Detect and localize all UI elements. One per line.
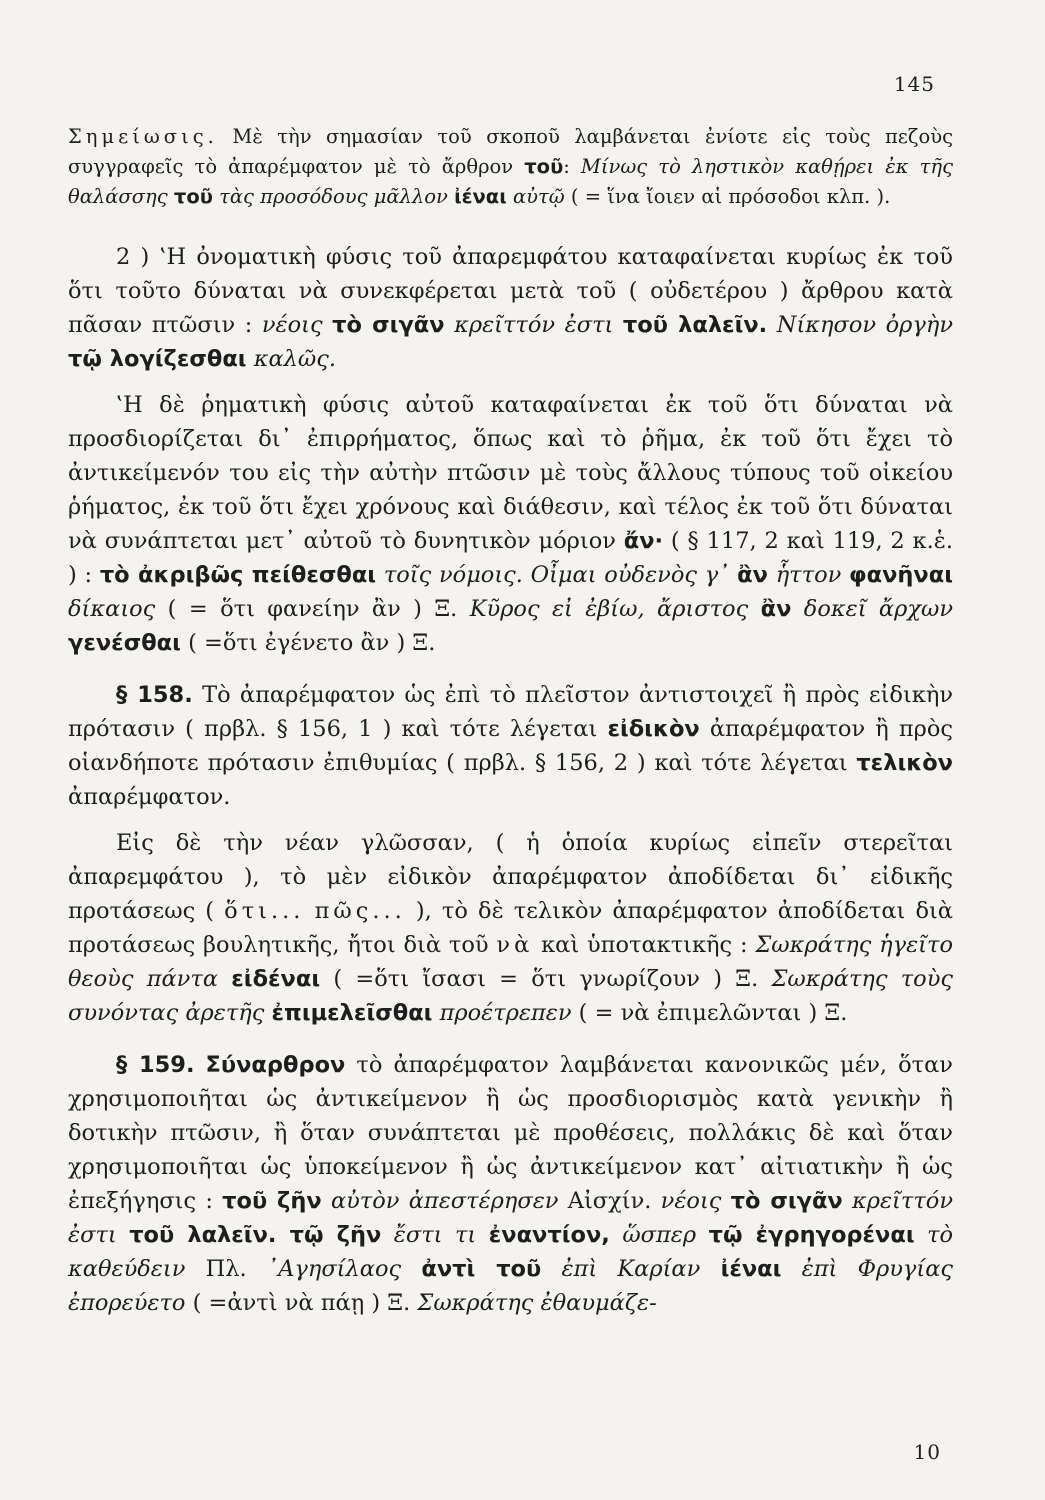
s159-text-3: [322, 1188, 331, 1214]
p3-text-2: ( § 117, 2 καὶ 119, 2 κ.ἑ. ) :: [68, 528, 953, 588]
s159-italic-6: τὸ καθεύδειν: [68, 1222, 954, 1282]
signature-number: 10: [913, 1440, 941, 1464]
p4-spaced-3: νὰ: [496, 932, 534, 958]
s159-italic-1: αὐτὸν ἀπεστέρησεν: [330, 1188, 559, 1214]
s159-text-1: [195, 1052, 206, 1078]
p3-bold-6: γενέσθαι: [68, 630, 181, 656]
paragraph-nominal-nature: [68, 240, 953, 376]
note-bold-1: τοῦ: [524, 155, 564, 178]
s159-italic-10: Σωκράτης ἐθαυμάζε-: [417, 1290, 657, 1316]
section-number-159: § 159.: [116, 1052, 195, 1078]
s159-italic-7: ᾽Αγησίλαος: [266, 1256, 402, 1282]
s159-text-2: τὸ ἀπαρέμφατον λαμβάνεται κανονικῶς μέν, ὅταν χρησιμοποιῆται ὡς ἀντικείμενον ἢ ὡς προσδιορισμὸς κατὰ γενικὴν ἢ δοτικὴν πτῶσιν, ἢ ὅταν συνάπτεται μὲ προθέσεις, πολλάκις δὲ καὶ ὅταν χρησιμοποιῆται ὡς ὑποκείμενον ἢ ὡς ἀντικείμενον κατ᾽ αἰτιατικὴν ἢ ὡς ἐπεξήγησις :: [68, 1052, 953, 1214]
s159-italic-4: ἔστι τι: [393, 1222, 477, 1248]
p2-text-5: [767, 312, 777, 338]
section-158: [68, 678, 953, 814]
s159-bold-1: Σύναρθρον: [205, 1052, 346, 1078]
s159-text-12: [915, 1222, 927, 1248]
s159-text-18: ( =ἀντὶ νὰ πάῃ ) Ξ.: [185, 1290, 418, 1316]
page-number: 145: [893, 72, 935, 96]
note-bold-3: ἰέναι: [454, 185, 507, 208]
s159-text-14: [401, 1256, 421, 1282]
s158-text-1: Τὸ ἀπαρέμφατον ὡς ἐπὶ τὸ πλεῖστον ἀντιστοιχεῖ ἢ πρὸς εἰδικὴν πρότασιν ( πρβλ. § 156, 1 ) καὶ τότε λέγεται: [68, 682, 953, 742]
p4-italic-3: προέτρεπεν: [439, 1000, 572, 1026]
s158-bold-1: εἰδικὸν: [607, 716, 700, 742]
s159-text-7: [117, 1222, 129, 1248]
note-italic-1: Μίνως τὸ ληστικὸν καθῄρει ἐκ τῆς θαλάσσης: [68, 155, 953, 208]
s159-bold-2: τοῦ ζῆν: [222, 1188, 322, 1214]
s159-italic-2: νέοις: [660, 1188, 722, 1214]
p4-bold-1: εἰδέναι: [231, 966, 321, 992]
p4-text-6: ( =ὅτι ἴσασι = ὅτι γνωρίζουν ) Ξ.: [320, 966, 772, 992]
p2-text-3: [445, 312, 455, 338]
paragraph-modern-language: [68, 826, 953, 1030]
note-bold-2: τοῦ: [173, 185, 213, 208]
s158-text-2: ἀπαρέμφατον ἢ πρὸς οἱανδήποτε πρότασιν ἐπιθυμίας ( πρβλ. § 156, 2 ) καὶ τότε λέγεται: [68, 716, 953, 776]
p3-text-5: [768, 562, 776, 588]
p4-text-7: [264, 1000, 271, 1026]
note-paragraph: [68, 122, 953, 212]
p3-bold-3: ἂν: [737, 562, 768, 588]
s159-bold-6: τῷ ἐγρηγορέναι: [708, 1222, 915, 1248]
s159-bold-5: ἐναντίον,: [488, 1222, 610, 1248]
p3-bold-2: τὸ ἀκριβῶς πείθεσθαι: [99, 562, 377, 588]
note-text-2: :: [563, 155, 581, 178]
s159-italic-8: ἐπὶ Καρίαν: [561, 1256, 701, 1282]
s159-italic-9: ἐπὶ Φρυγίας ἐπορεύετο: [68, 1256, 953, 1316]
p4-text-4: καὶ ὑποτακτικῆς :: [533, 932, 756, 958]
p3-text-12: ( =ὅτι ἐγένετο ἂν ) Ξ.: [180, 630, 436, 656]
p4-text-1: Εἰς δὲ τὴν νέαν γλῶσσαν, ( ἡ ὁποία κυρίως εἰπεῖν στερεῖται ἀπαρεμφάτου ), τὸ μὲν εἰδικὸν ἀπαρέμφατον ἀποδίδεται δι᾽ εἰδικῆς προτάσεως (: [68, 830, 953, 924]
p2-italic-4: καλῶς.: [253, 346, 337, 372]
note-label: Σημείωσις.: [68, 125, 218, 148]
s159-text-15: [541, 1256, 561, 1282]
s159-text-16: [700, 1256, 720, 1282]
p2-text-7: [247, 346, 254, 372]
s159-bold-3: τὸ σιγᾶν: [730, 1188, 843, 1214]
p3-bold-4: φανῆναι: [849, 562, 953, 588]
s159-text-17: [781, 1256, 801, 1282]
p3-bold-1: ἄν·: [623, 528, 664, 554]
p3-text-10: [791, 596, 803, 622]
p2-text-2: [323, 312, 333, 338]
p3-bold-5: ἂν: [760, 596, 792, 622]
p2-bold-1: τὸ σιγᾶν: [332, 312, 445, 338]
s159-text-5: [721, 1188, 730, 1214]
page-body: [68, 122, 953, 1332]
s158-text-3: ἀπαρέμφατον.: [68, 784, 231, 810]
p4-spaced-1: ὅτι...: [224, 898, 305, 924]
p4-bold-2: ἐπιμελεῖσθαι: [271, 1000, 433, 1026]
p2-bold-2: τοῦ λαλεῖν.: [622, 312, 768, 338]
note-text-1: Μὲ τὴν σημασίαν τοῦ σκοποῦ λαμβάνεται ἐνίοτε εἰς τοὺς πεζοὺς συγγραφεῖς τὸ ἀπαρέμφατον μὲ τὸ ἄρθρον: [68, 125, 953, 178]
p2-italic-1: νέοις: [261, 312, 323, 338]
s159-bold-4: τοῦ λαλεῖν. τῷ ζῆν: [129, 1222, 382, 1248]
p3-text-9: [748, 596, 760, 622]
s159-italic-3: κρεῖττόν ἐστι: [68, 1188, 953, 1248]
note-italic-2: τὰς προσόδους μᾶλλον: [219, 185, 448, 208]
p3-text-6: [841, 562, 849, 588]
s159-text-9: [476, 1222, 488, 1248]
s159-text-11: [696, 1222, 708, 1248]
p3-italic-4: Κῦρος εἰ ἐβίω, ἄριστος: [469, 596, 749, 622]
note-text-7: ( = ἵνα ἴοιεν αἱ πρόσοδοι κλπ. ).: [564, 185, 891, 208]
note-italic-3: αὐτῷ: [513, 185, 565, 208]
p4-spaced-2: πῶς...: [314, 898, 406, 924]
p4-text-9: ( = νὰ ἐπιμελῶνται ) Ξ.: [571, 1000, 848, 1026]
p3-text-3: [376, 562, 384, 588]
s159-text-10: [610, 1222, 622, 1248]
p3-italic-3: δίκαιος: [68, 596, 156, 622]
s159-text-4: Αἰσχίν.: [558, 1188, 661, 1214]
s159-text-6: [843, 1188, 852, 1214]
p2-italic-2: κρεῖττόν ἐστι: [454, 312, 614, 338]
p3-text-8: ( = ὅτι φανείην ἂν ) Ξ.: [155, 596, 470, 622]
s158-bold-2: τελικὸν: [856, 750, 953, 776]
p3-italic-1: τοῖς νόμοις. Οἶμαι οὐδενὸς γ᾽: [383, 562, 730, 588]
p4-text-5: [218, 966, 231, 992]
p2-text-4: [613, 312, 623, 338]
p4-text-3: ), τὸ δὲ τελικὸν ἀπαρέμφατον ἀποδίδεται διὰ προτάσεως βουλητικῆς, ἤτοι διὰ τοῦ: [68, 898, 954, 958]
p2-italic-3: Νίκησον ὀργὴν: [776, 312, 954, 338]
p2-bold-3: τῷ λογίζεσθαι: [68, 346, 247, 372]
section-number-158: § 158.: [116, 682, 193, 708]
p4-text-2: [304, 898, 314, 924]
p4-italic-2: Σωκράτης τοὺς συνόντας ἀρετῆς: [68, 966, 954, 1026]
p2-text-1: 2 ) ‛Η ὀνοματικὴ φύσις τοῦ ἀπαρεμφάτου καταφαίνεται κυρίως ἐκ τοῦ ὅτι τοῦτο δύναται νὰ συνεκφέρεται μετὰ τοῦ ( οὐδετέρου ) ἄρθρου κατὰ πᾶσαν πτῶσιν :: [68, 244, 953, 338]
p3-italic-5: δοκεῖ ἄρχων: [803, 596, 954, 622]
p4-text-8: [432, 1000, 439, 1026]
p3-text-4: [729, 562, 737, 588]
s159-italic-5: ὥσπερ: [622, 1222, 697, 1248]
paragraph-verbal-nature: [68, 388, 953, 660]
s159-text-8: [381, 1222, 393, 1248]
p4-italic-1: Σωκράτης ἡγεῖτο θεοὺς πάντα: [68, 932, 953, 992]
section-159: [68, 1048, 953, 1320]
p3-text-1: ‛Η δὲ ῥηματικὴ φύσις αὐτοῦ καταφαίνεται ἐκ τοῦ ὅτι δύναται νὰ προσδιορίζεται δι᾽ ἐπιρρήματος, ὅπως καὶ τὸ ῥῆμα, ἐκ τοῦ ὅτι ἔχει τὸ ἀντικείμενόν του εἰς τὴν αὐτὴν πτῶσιν μὲ τοὺς ἄλλους τύπους τοῦ οἰκείου ῥήματος, ἐκ τοῦ ὅτι ἔχει χρόνους καὶ διάθεσιν, καὶ τέλος ἐκ τοῦ ὅτι δύναται νὰ συνάπτεται μετ᾽ αὐτοῦ τὸ δυνητικὸν μόριον: [68, 392, 953, 554]
p3-italic-2: ἧττον: [775, 562, 842, 588]
s159-text-13: Πλ.: [185, 1256, 267, 1282]
s159-bold-7: ἀντὶ τοῦ: [421, 1256, 542, 1282]
s159-bold-8: ἰέναι: [720, 1256, 782, 1282]
